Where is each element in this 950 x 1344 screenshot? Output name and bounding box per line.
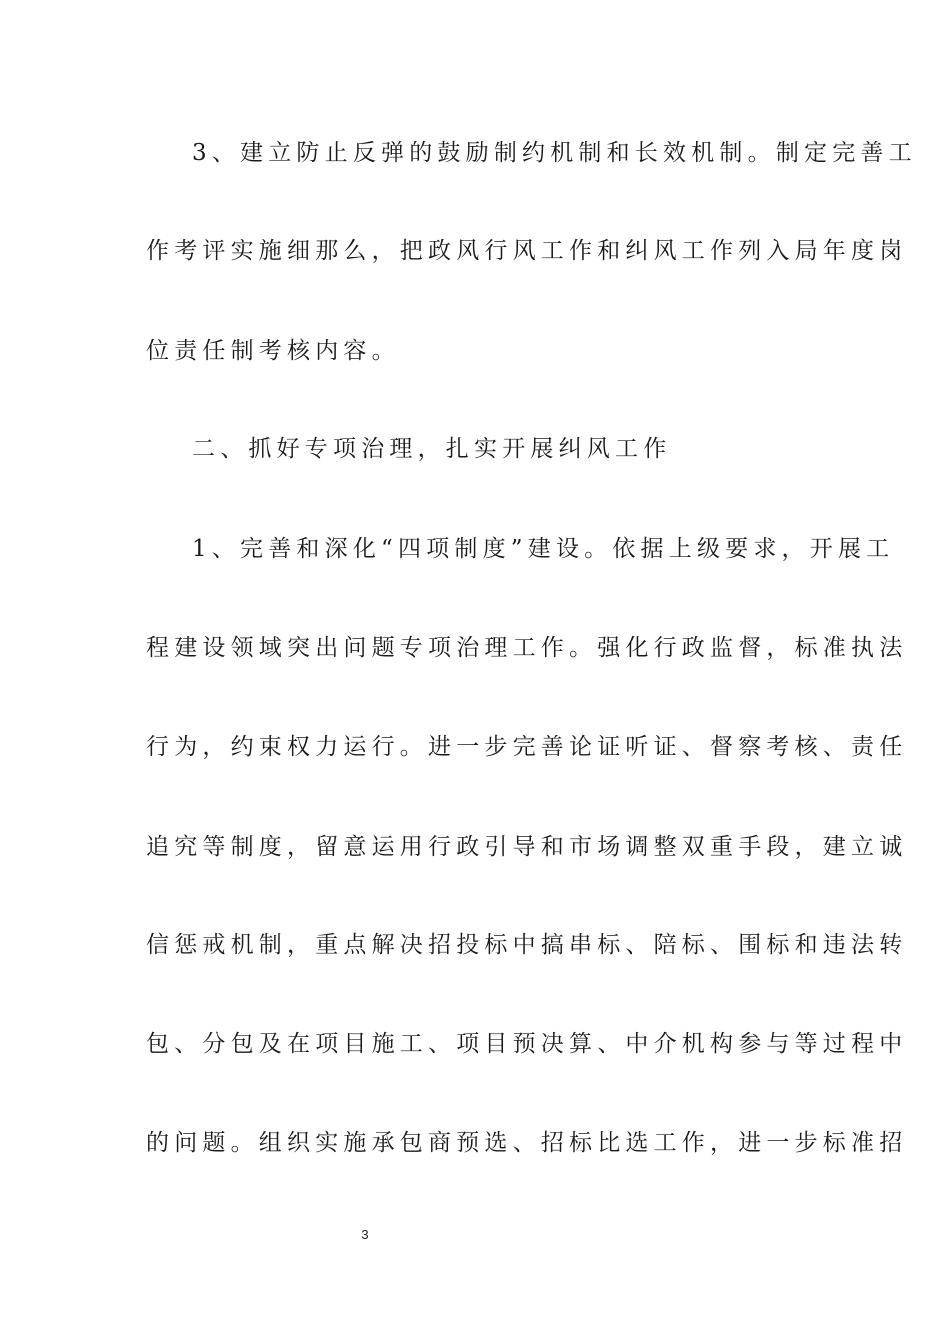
paragraph-1-line-1: 1、完善和深化“四项制度”建设。依据上级要求，开展工 <box>192 536 895 562</box>
paragraph-3-line-3: 位责任制考核内容。 <box>146 338 400 364</box>
section-heading-2: 二、抓好专项治理，扎实开展纠风工作 <box>192 436 672 462</box>
paragraph-1-line-6: 包、分包及在项目施工、项目预决算、中介机构参与等过程中 <box>146 1031 908 1057</box>
paragraph-1-line-2: 程建设领域突出问题专项治理工作。强化行政监督，标准执法 <box>146 635 908 661</box>
paragraph-3-line-2: 作考评实施细那么，把政风行风工作和纠风工作列入局年度岗 <box>146 238 908 264</box>
paragraph-1-line-3: 行为，约束权力运行。进一步完善论证听证、督察考核、责任 <box>146 734 908 760</box>
page-number: 3 <box>361 1227 369 1242</box>
paragraph-1-line-5: 信惩戒机制，重点解决招投标中搞串标、陪标、围标和违法转 <box>146 932 908 958</box>
paragraph-1-line-7: 的问题。组织实施承包商预选、招标比选工作，进一步标准招 <box>146 1130 908 1156</box>
paragraph-3-line-1: 3、建立防止反弹的鼓励制约机制和长效机制。制定完善工 <box>192 140 917 166</box>
paragraph-1-line-4: 追究等制度，留意运用行政引导和市场调整双重手段，建立诚 <box>146 834 908 860</box>
